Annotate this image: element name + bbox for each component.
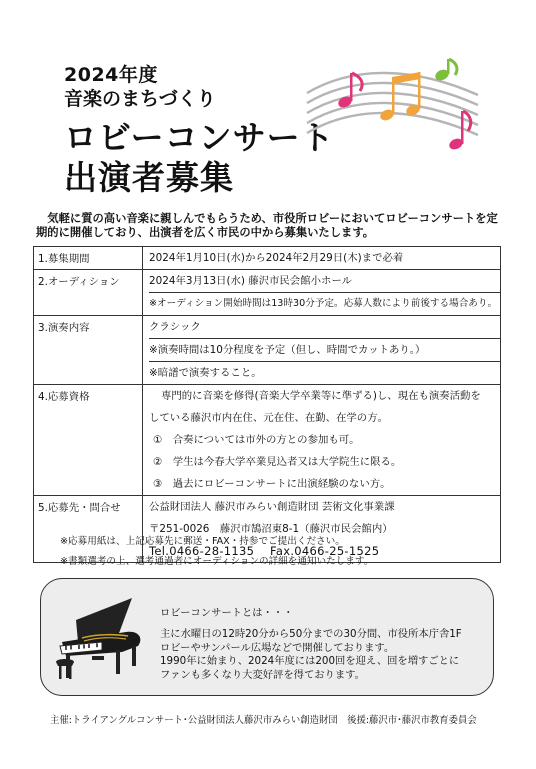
contact-address: 〒251-0026 藤沢市鵠沼東8-1（藤沢市民会館内） <box>149 523 393 535</box>
table-row <box>34 247 501 270</box>
intro-text: 気軽に質の高い音楽に親しんでもらうため、市役所ロビーにおいてロビーコンサートを定期的に開催しており、出演者を広く市民の中から募集いたします。 <box>36 212 498 239</box>
row-label-audition: 2.オーディション <box>34 270 143 316</box>
performance-genre: クラシック <box>149 316 500 339</box>
qualification-line: 専門的に音楽を修得(音楽大学卒業等に準ずる)し、現在も演奏活動を <box>161 390 481 402</box>
row-label-contact: 5.応募先・問合せ <box>34 496 143 563</box>
event-subtitle: 音楽のまちづくり <box>64 88 216 110</box>
table-row <box>34 270 501 316</box>
recruitment-info-table <box>33 246 501 563</box>
row-label-qualification: 4.応募資格 <box>34 385 143 496</box>
qualification-item: ② 学生は今春大学卒業見込者又は大学院生に限る。 <box>153 456 402 468</box>
about-concert-text <box>160 628 462 682</box>
about-concert-line: ロビーやサンパール広場などで開催しております。 <box>160 641 395 654</box>
about-concert-line: 主に水曜日の12時20分から50分までの30分間、市役所本庁舎1F <box>160 628 462 640</box>
audition-date: 2024年3月13日(水) 藤沢市民会館小ホール <box>149 270 500 293</box>
grand-piano-icon <box>52 590 148 686</box>
page-title: ロビーコンサート <box>64 118 335 157</box>
memorization-note: ※暗譜で演奏すること。 <box>149 367 262 379</box>
row-label-period: 1.募集期間 <box>34 247 143 270</box>
qualification-item: ③ 過去にロビーコンサートに出演経験のない方。 <box>153 478 391 490</box>
qualification-item: ① 合奏については市外の方との参加も可。 <box>153 434 360 446</box>
performance-time-note: ※演奏時間は10分程度を予定（但し、時間でカットあり。） <box>149 339 500 362</box>
footnote-selection: ※書類選考の上、選考通過者にオーディションの詳細を通知いたします。 <box>60 556 374 567</box>
application-period: 2024年1月10日(水)から2024年2月29日(木)まで必着 <box>149 252 404 264</box>
about-concert-title: ロビーコンサートとは・・・ <box>160 607 294 619</box>
row-label-content: 3.演奏内容 <box>34 316 143 385</box>
footnote-submission: ※応募用紙は、上記応募先に郵送・FAX・持参でご提出ください。 <box>60 536 345 547</box>
audition-note: ※オーディション開始時間は13時30分予定。応募人数により前後する場合あり。 <box>149 298 498 309</box>
about-concert-line: ファンも多くなり大変好評を得ております。 <box>160 668 365 681</box>
contact-phone-fax: Tel.0466-28-1135 Fax.0466-25-1525 <box>149 544 380 558</box>
about-concert-line: 1990年に始まり、2024年度には200回を迎え、回を増すごとに <box>160 655 460 667</box>
page-title-secondary: 出演者募集 <box>64 158 234 197</box>
table-row <box>34 316 501 385</box>
table-row <box>34 385 501 496</box>
event-year: 2024年度 <box>64 64 158 86</box>
organizer-footer: 主催:トライアングルコンサート･公益財団法人藤沢市みらい創造財団 後援:藤沢市･藤沢市教育委員会 <box>50 715 477 726</box>
music-staff-notes-icon <box>305 55 480 165</box>
contact-organization: 公益財団法人 藤沢市みらい創造財団 芸術文化事業課 <box>149 501 395 513</box>
qualification-line: している藤沢市内在住、元在住、在勤、在学の方。 <box>149 412 388 424</box>
